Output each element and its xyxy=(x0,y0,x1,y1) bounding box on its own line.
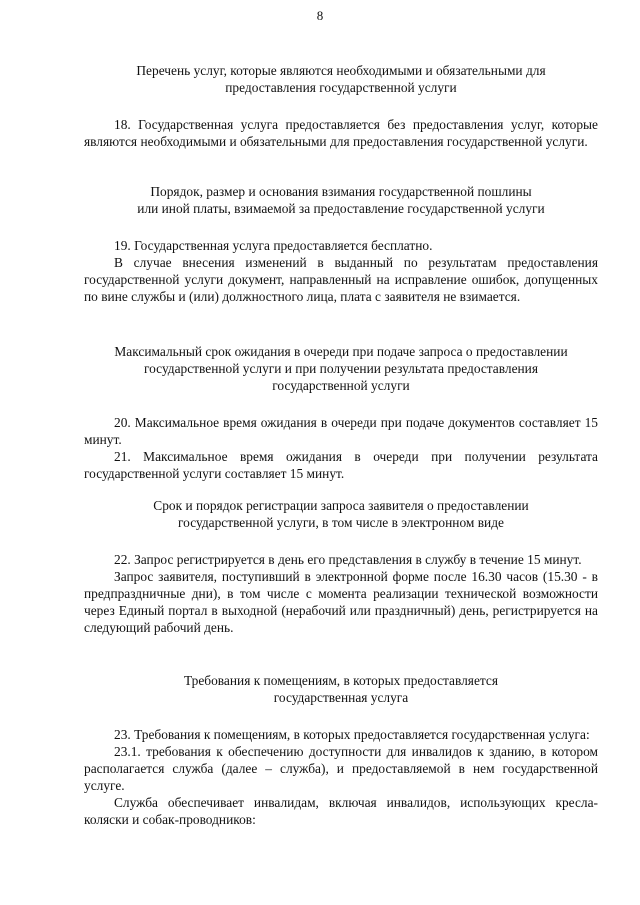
section-queue-time xyxy=(84,343,598,482)
section-necessary-services xyxy=(84,62,598,150)
heading-line: государственной услуги и при получении результата предоставления xyxy=(143,361,539,376)
heading-line: Требования к помещениям, в которых предоставляется xyxy=(183,673,499,688)
paragraph-service-provides: Служба обеспечивает инвалидам, включая инвалидов, использующих кресла-коляски и собак-проводников: xyxy=(84,795,598,827)
heading-line: предоставления государственной услуги xyxy=(225,80,457,95)
paragraph-22: 22. Запрос регистрируется в день его представления в службу в течение 15 минут. xyxy=(114,552,582,567)
paragraph-23-1: 23.1. требования к обеспечению доступности для инвалидов к зданию, в котором располагается служба (далее – служба), и предоставляемой в нем государственной услуге. xyxy=(84,744,598,793)
section-heading xyxy=(84,672,598,706)
heading-line: Максимальный срок ожидания в очереди при подаче запроса о предоставлении xyxy=(114,344,568,359)
heading-line: или иной платы, взимаемой за предоставление государственной услуги xyxy=(137,201,545,216)
paragraph-19-fee-note: В случае внесения изменений в выданный по результатам предоставления государственной услуги документ, направленный на исправление ошибок, допущенных по вине службы и (или) должностного лица, плата с заявителя не взимается. xyxy=(84,255,598,304)
paragraph-18: 18. Государственная услуга предоставляется без предоставления услуг, которые являются необходимыми и обязательными для предоставления государственной услуги. xyxy=(84,117,598,149)
paragraph-23: 23. Требования к помещениям, в которых предоставляется государственная услуга: xyxy=(114,727,590,742)
section-heading xyxy=(84,497,598,531)
paragraph-20: 20. Максимальное время ожидания в очереди при подаче документов составляет 15 минут. xyxy=(84,415,598,447)
heading-line: Порядок, размер и основания взимания государственной пошлины xyxy=(150,184,532,199)
section-fee xyxy=(84,183,598,305)
paragraph-22-electronic: Запрос заявителя, поступивший в электронной форме после 16.30 часов (15.30 - в предпраздничные дни), в том числе с момента реализации технической возможности через Единый портал в выходной (нерабочий или праздничный) день, регистрируется на следующий рабочий день. xyxy=(84,569,598,635)
paragraph-19: 19. Государственная услуга предоставляется бесплатно. xyxy=(114,238,433,253)
section-heading xyxy=(84,343,598,394)
section-registration xyxy=(84,497,598,636)
heading-line: Перечень услуг, которые являются необходимыми и обязательными для xyxy=(136,63,546,78)
heading-line: Срок и порядок регистрации запроса заявителя о предоставлении xyxy=(153,498,529,513)
page-number: 8 xyxy=(316,8,324,23)
heading-line: государственной услуги, в том числе в электронном виде xyxy=(178,515,504,530)
heading-line: государственной услуги xyxy=(272,378,410,393)
section-heading xyxy=(84,62,598,96)
section-heading xyxy=(84,183,598,217)
heading-line: государственная услуга xyxy=(273,690,409,705)
section-premises xyxy=(84,672,598,828)
paragraph-21: 21. Максимальное время ожидания в очереди при получении результата государственной услуги составляет 15 минут. xyxy=(84,449,598,481)
